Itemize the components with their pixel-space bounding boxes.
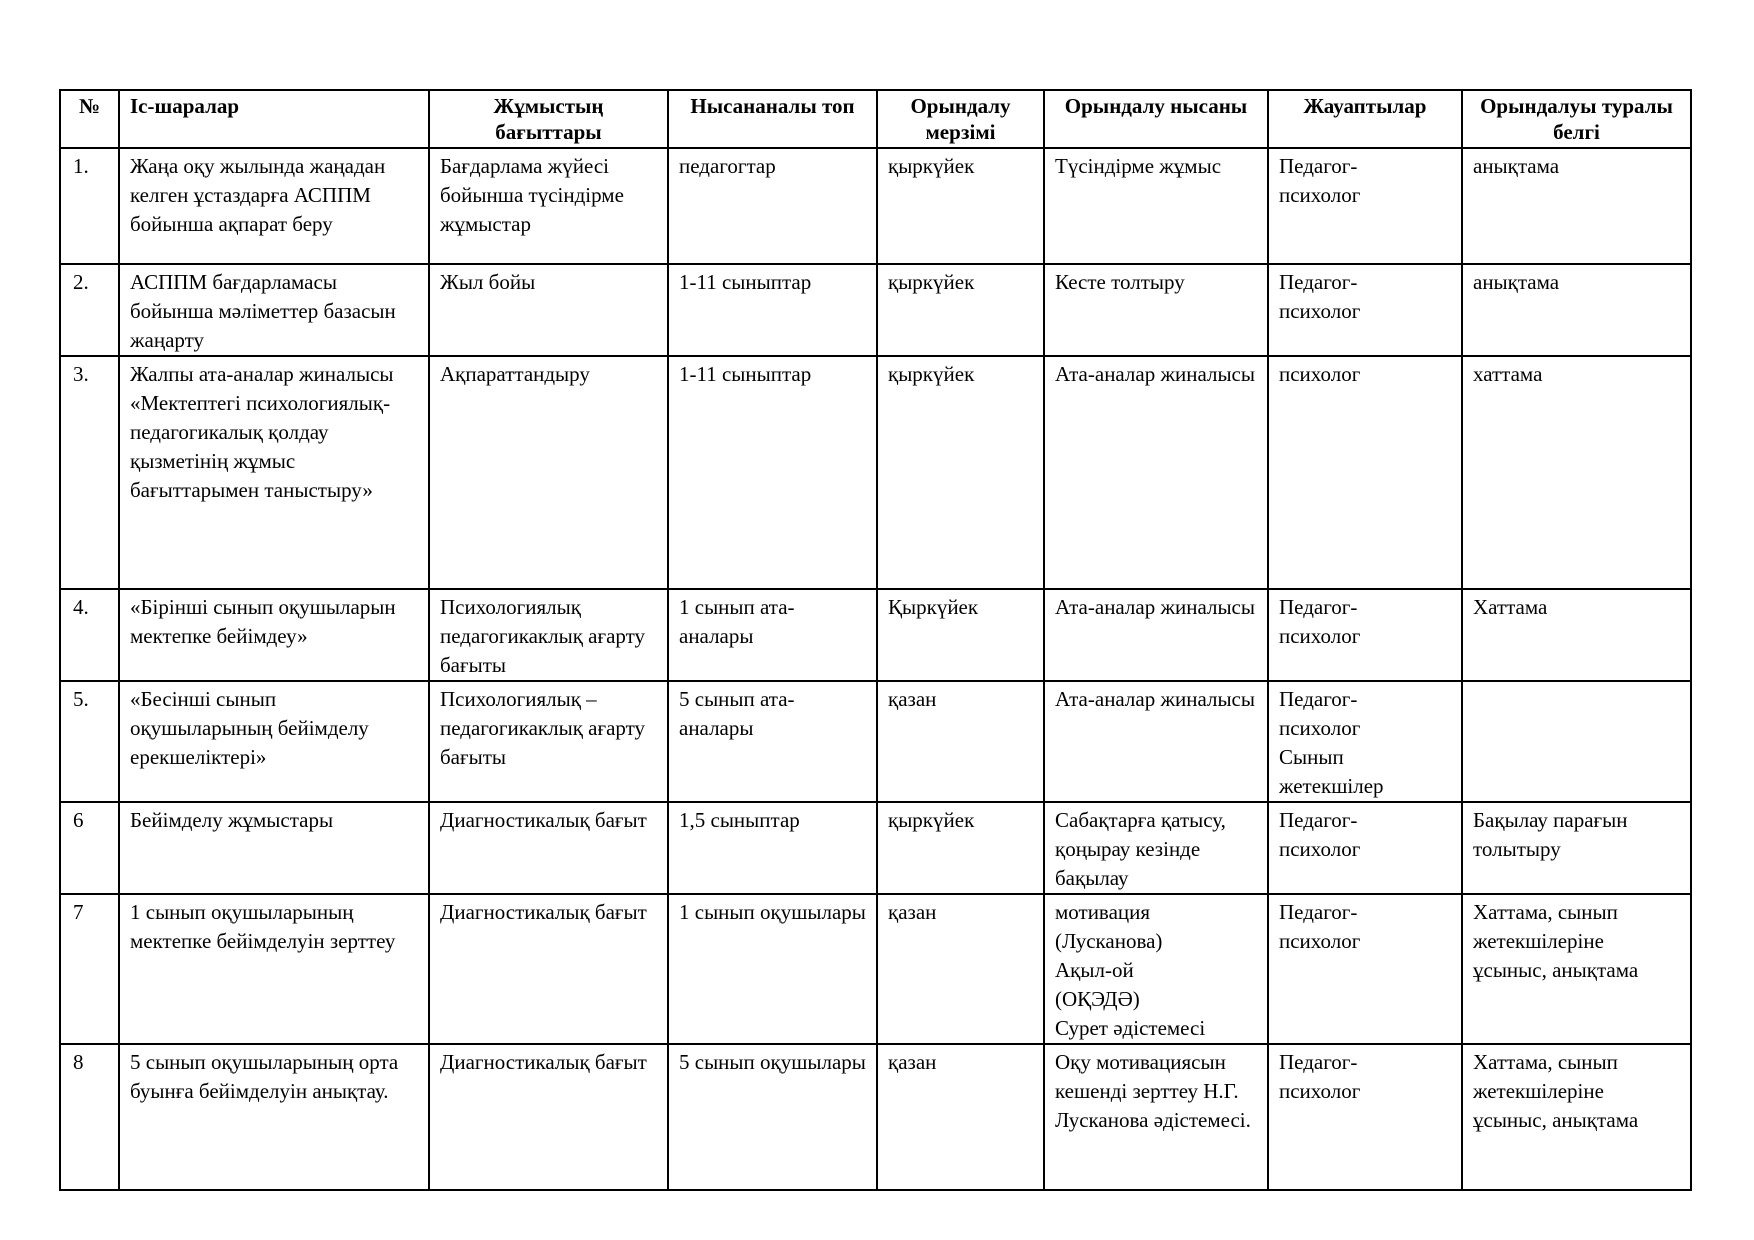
deadline-cell: қыркүйек bbox=[877, 264, 1044, 356]
row-number: 7 bbox=[60, 894, 119, 1044]
direction-cell: Диагностикалық бағыт bbox=[429, 894, 668, 1044]
target-group-cell: 1 сынып ата-аналары bbox=[668, 589, 877, 681]
table-row bbox=[60, 802, 1691, 894]
header-deadline: Орындалу мерзімі bbox=[877, 90, 1044, 148]
execution-form-cell: Кесте толтыру bbox=[1044, 264, 1268, 356]
target-group-cell: 1,5 сыныптар bbox=[668, 802, 877, 894]
row-number: 6 bbox=[60, 802, 119, 894]
row-number: 4. bbox=[60, 589, 119, 681]
execution-form-cell: Ата-аналар жиналысы bbox=[1044, 356, 1268, 589]
execution-form-cell: Оқу мотивациясын кешенді зерттеу Н.Г. Лусканова әдістемесі. bbox=[1044, 1044, 1268, 1190]
responsible-cell: Педагог- психолог bbox=[1268, 264, 1462, 356]
event-cell: «Бірінші сынып оқушыларын мектепке бейімдеу» bbox=[119, 589, 429, 681]
row-number: 1. bbox=[60, 148, 119, 264]
responsible-cell: Педагог- психолог bbox=[1268, 802, 1462, 894]
responsible-cell: Педагог- психолог bbox=[1268, 894, 1462, 1044]
completion-mark-cell: Хаттама bbox=[1462, 589, 1691, 681]
deadline-cell: қыркүйек bbox=[877, 148, 1044, 264]
deadline-cell: қыркүйек bbox=[877, 802, 1044, 894]
target-group-cell: педагогтар bbox=[668, 148, 877, 264]
target-group-cell: 1-11 сыныптар bbox=[668, 264, 877, 356]
table-row bbox=[60, 264, 1691, 356]
deadline-cell: Қыркүйек bbox=[877, 589, 1044, 681]
responsible-cell: Педагог- психолог Сынып жетекшілер bbox=[1268, 681, 1462, 802]
table-row bbox=[60, 148, 1691, 264]
target-group-cell: 5 сынып ата-аналары bbox=[668, 681, 877, 802]
header-target-group: Нысананалы топ bbox=[668, 90, 877, 148]
event-cell: 5 сынып оқушыларының орта буынға бейімделуін анықтау. bbox=[119, 1044, 429, 1190]
completion-mark-cell: Хаттама, сынып жетекшілеріне ұсыныс, анықтама bbox=[1462, 894, 1691, 1044]
table-row bbox=[60, 1044, 1691, 1190]
execution-form-cell: Ата-аналар жиналысы bbox=[1044, 589, 1268, 681]
deadline-cell: қазан bbox=[877, 894, 1044, 1044]
direction-cell: Жыл бойы bbox=[429, 264, 668, 356]
direction-cell: Бағдарлама жүйесі бойынша түсіндірме жұмыстар bbox=[429, 148, 668, 264]
header-completion-mark: Орындалуы туралы белгі bbox=[1462, 90, 1691, 148]
target-group-cell: 1 сынып оқушылары bbox=[668, 894, 877, 1044]
completion-mark-cell: анықтама bbox=[1462, 148, 1691, 264]
header-execution-form: Орындалу нысаны bbox=[1044, 90, 1268, 148]
target-group-cell: 5 сынып оқушылары bbox=[668, 1044, 877, 1190]
header-work-directions: Жұмыстың бағыттары bbox=[429, 90, 668, 148]
completion-mark-cell bbox=[1462, 681, 1691, 802]
header-events: Іс-шаралар bbox=[119, 90, 429, 148]
event-cell: АСППМ бағдарламасы бойынша мәліметтер базасын жаңарту bbox=[119, 264, 429, 356]
responsible-cell: психолог bbox=[1268, 356, 1462, 589]
completion-mark-cell: анықтама bbox=[1462, 264, 1691, 356]
event-cell: 1 сынып оқушыларының мектепке бейімделуін зерттеу bbox=[119, 894, 429, 1044]
responsible-cell: Педагог- психолог bbox=[1268, 148, 1462, 264]
execution-form-cell: Сабақтарға қатысу, қоңырау кезінде бақылау bbox=[1044, 802, 1268, 894]
responsible-cell: Педагог- психолог bbox=[1268, 1044, 1462, 1190]
completion-mark-cell: Бақылау парағын толытыру bbox=[1462, 802, 1691, 894]
event-cell: Бейімделу жұмыстары bbox=[119, 802, 429, 894]
work-plan-table bbox=[59, 89, 1692, 1191]
table-row bbox=[60, 356, 1691, 589]
header-responsible: Жауаптылар bbox=[1268, 90, 1462, 148]
direction-cell: Диагностикалық бағыт bbox=[429, 1044, 668, 1190]
row-number: 3. bbox=[60, 356, 119, 589]
direction-cell: Ақпараттандыру bbox=[429, 356, 668, 589]
direction-cell: Диагностикалық бағыт bbox=[429, 802, 668, 894]
execution-form-cell: мотивация (Лусканова) Ақыл-ой (ОҚЭДӘ) Сурет әдістемесі bbox=[1044, 894, 1268, 1044]
header-number: № bbox=[60, 90, 119, 148]
completion-mark-cell: Хаттама, сынып жетекшілеріне ұсыныс, анықтама bbox=[1462, 1044, 1691, 1190]
deadline-cell: қазан bbox=[877, 1044, 1044, 1190]
deadline-cell: қазан bbox=[877, 681, 1044, 802]
row-number: 8 bbox=[60, 1044, 119, 1190]
event-cell: «Бесінші сынып оқушыларының бейімделу ерекшеліктері» bbox=[119, 681, 429, 802]
event-cell: Жаңа оқу жылында жаңадан келген ұстаздарға АСППМ бойынша ақпарат беру bbox=[119, 148, 429, 264]
direction-cell: Психологиялық – педагогикаклық ағарту бағыты bbox=[429, 681, 668, 802]
execution-form-cell: Ата-аналар жиналысы bbox=[1044, 681, 1268, 802]
table-row bbox=[60, 894, 1691, 1044]
target-group-cell: 1-11 сыныптар bbox=[668, 356, 877, 589]
execution-form-cell: Түсіндірме жұмыс bbox=[1044, 148, 1268, 264]
row-number: 5. bbox=[60, 681, 119, 802]
row-number: 2. bbox=[60, 264, 119, 356]
event-cell: Жалпы ата-аналар жиналысы «Мектептегі психологиялық-педагогикалық қолдау қызметінің жұмыс бағыттарымен таныстыру» bbox=[119, 356, 429, 589]
table-row bbox=[60, 681, 1691, 802]
responsible-cell: Педагог- психолог bbox=[1268, 589, 1462, 681]
table-header-row bbox=[60, 90, 1691, 148]
deadline-cell: қыркүйек bbox=[877, 356, 1044, 589]
table-row bbox=[60, 589, 1691, 681]
direction-cell: Психологиялық педагогикаклық ағарту бағыты bbox=[429, 589, 668, 681]
completion-mark-cell: хаттама bbox=[1462, 356, 1691, 589]
